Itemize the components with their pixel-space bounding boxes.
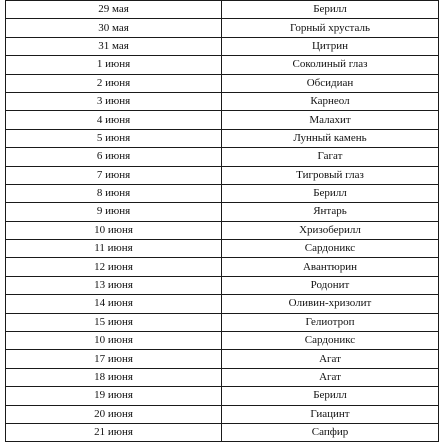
- table-row: [6, 92, 439, 110]
- stone-cell: Янтарь: [222, 203, 439, 221]
- table-row: [6, 350, 439, 368]
- stone-cell: Хризоберилл: [222, 221, 439, 239]
- date-cell: 10 июня: [6, 221, 222, 239]
- date-cell: 11 июня: [6, 240, 222, 258]
- table-row: [6, 203, 439, 221]
- date-cell: 9 июня: [6, 203, 222, 221]
- stone-cell: Сапфир: [222, 423, 439, 441]
- table-row: [6, 1, 439, 19]
- date-cell: 8 июня: [6, 184, 222, 202]
- table-row: [6, 295, 439, 313]
- date-cell: 12 июня: [6, 258, 222, 276]
- stone-cell: Цитрин: [222, 37, 439, 55]
- stone-cell: Обсидиан: [222, 74, 439, 92]
- date-cell: 20 июня: [6, 405, 222, 423]
- date-cell: 7 июня: [6, 166, 222, 184]
- table-row: [6, 74, 439, 92]
- table-row: [6, 19, 439, 37]
- table-row: [6, 276, 439, 294]
- stone-cell: Гиацинт: [222, 405, 439, 423]
- stone-cell: Тигровый глаз: [222, 166, 439, 184]
- table-row: [6, 166, 439, 184]
- stone-cell: Малахит: [222, 111, 439, 129]
- table-row: [6, 56, 439, 74]
- stone-cell: Берилл: [222, 387, 439, 405]
- date-cell: 10 июня: [6, 332, 222, 350]
- stone-cell: Соколиный глаз: [222, 56, 439, 74]
- stone-cell: Агат: [222, 368, 439, 386]
- stone-cell: Авантюрин: [222, 258, 439, 276]
- date-cell: 14 июня: [6, 295, 222, 313]
- stone-cell: Берилл: [222, 1, 439, 19]
- table-body: [6, 1, 439, 442]
- table-row: [6, 240, 439, 258]
- date-cell: 19 июня: [6, 387, 222, 405]
- stone-cell: Родонит: [222, 276, 439, 294]
- stone-cell: Лунный камень: [222, 129, 439, 147]
- stone-cell: Карнеол: [222, 92, 439, 110]
- table-row: [6, 258, 439, 276]
- date-cell: 31 мая: [6, 37, 222, 55]
- stone-cell: Берилл: [222, 184, 439, 202]
- date-cell: 21 июня: [6, 423, 222, 441]
- date-cell: 4 июня: [6, 111, 222, 129]
- stone-cell: Гелиотроп: [222, 313, 439, 331]
- table-row: [6, 368, 439, 386]
- table-row: [6, 37, 439, 55]
- stone-cell: Сардоникс: [222, 240, 439, 258]
- date-cell: 2 июня: [6, 74, 222, 92]
- stone-cell: Гагат: [222, 148, 439, 166]
- stone-cell: Сардоникс: [222, 332, 439, 350]
- table-row: [6, 221, 439, 239]
- table-row: [6, 405, 439, 423]
- table-row: [6, 184, 439, 202]
- table-row: [6, 313, 439, 331]
- stone-cell: Агат: [222, 350, 439, 368]
- date-cell: 13 июня: [6, 276, 222, 294]
- date-cell: 17 июня: [6, 350, 222, 368]
- date-cell: 15 июня: [6, 313, 222, 331]
- table-row: [6, 423, 439, 441]
- birthstone-table-container: [5, 0, 438, 442]
- birthstone-table: [5, 0, 439, 442]
- date-cell: 5 июня: [6, 129, 222, 147]
- table-row: [6, 332, 439, 350]
- stone-cell: Горный хрусталь: [222, 19, 439, 37]
- table-row: [6, 111, 439, 129]
- stone-cell: Оливин-хризолит: [222, 295, 439, 313]
- date-cell: 30 мая: [6, 19, 222, 37]
- table-row: [6, 387, 439, 405]
- table-row: [6, 129, 439, 147]
- date-cell: 1 июня: [6, 56, 222, 74]
- date-cell: 3 июня: [6, 92, 222, 110]
- date-cell: 6 июня: [6, 148, 222, 166]
- date-cell: 18 июня: [6, 368, 222, 386]
- table-row: [6, 148, 439, 166]
- date-cell: 29 мая: [6, 1, 222, 19]
